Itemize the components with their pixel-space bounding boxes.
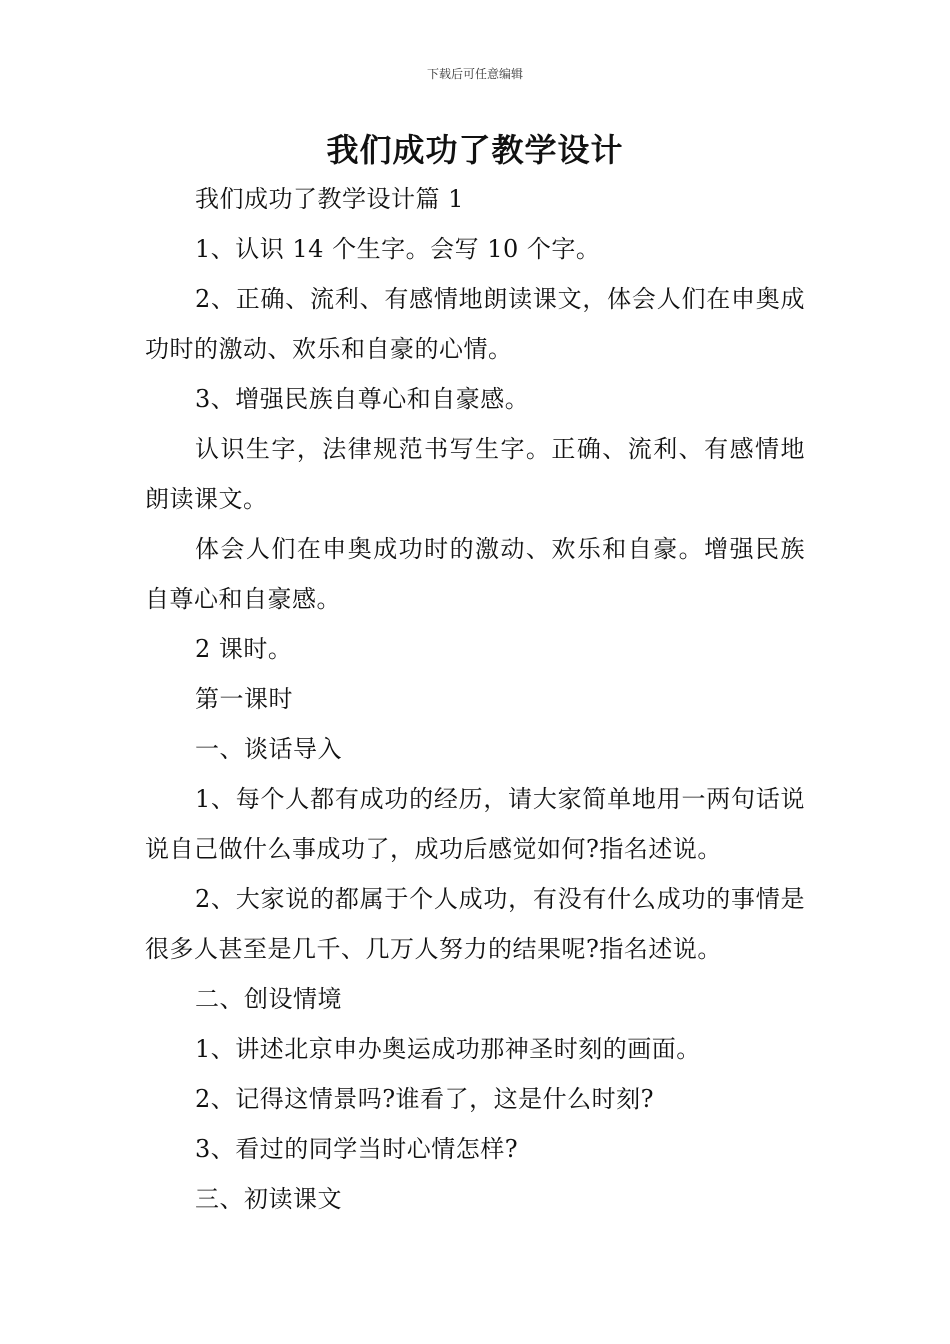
paragraph-step-2-item-1: 1、讲述北京申办奥运成功那神圣时刻的画面。 — [195, 1035, 701, 1063]
paragraph-step-2-heading: 二、创设情境 — [195, 985, 342, 1013]
page-header-note: 下载后可任意编辑 — [426, 67, 523, 81]
paragraph-class-hours: 2 课时。 — [195, 635, 293, 663]
paragraph-goal-1: 1、认识 14 个生字。会写 10 个字。 — [195, 235, 601, 263]
paragraph-step-1-item-2: 2、大家说的都属于个人成功，有没有什么成功的事情是很多人甚至是几千、几万人努力的结果呢?指名述说。 — [145, 885, 805, 963]
paragraph-section-heading: 我们成功了教学设计篇 1 — [195, 185, 464, 213]
paragraph-difficulties: 体会人们在申奥成功时的激动、欢乐和自豪。增强民族自尊心和自豪感。 — [145, 535, 805, 613]
paragraph-step-3-heading: 三、初读课文 — [195, 1185, 342, 1213]
paragraph-goal-3: 3、增强民族自尊心和自豪感。 — [195, 385, 530, 413]
paragraph-step-2-item-2: 2、记得这情景吗?谁看了，这是什么时刻? — [195, 1085, 655, 1113]
paragraph-first-lesson: 第一课时 — [195, 685, 293, 713]
document-title: 我们成功了教学设计 — [326, 131, 624, 169]
document-body — [145, 174, 805, 1224]
paragraph-step-1-heading: 一、谈话导入 — [195, 735, 342, 763]
paragraph-key-points: 认识生字，法律规范书写生字。正确、流利、有感情地朗读课文。 — [145, 435, 805, 513]
paragraph-goal-2: 2、正确、流利、有感情地朗读课文，体会人们在申奥成功时的激动、欢乐和自豪的心情。 — [145, 285, 805, 363]
paragraph-step-2-item-3: 3、看过的同学当时心情怎样? — [195, 1135, 519, 1163]
paragraph-step-1-item-1: 1、每个人都有成功的经历，请大家简单地用一两句话说说自己做什么事成功了，成功后感觉如何?指名述说。 — [145, 785, 805, 863]
